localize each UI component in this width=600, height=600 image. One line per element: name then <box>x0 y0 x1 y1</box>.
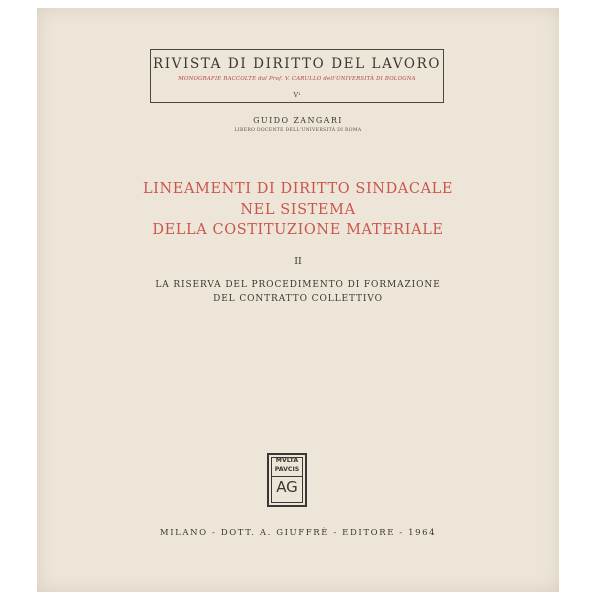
book-title-line-2: NEL SISTEMA <box>240 201 356 218</box>
author-affiliation: LIBERO DOCENTE DELL'UNIVERSITÀ DI ROMA <box>234 128 362 133</box>
book-title-line-3: DELLA COSTITUZIONE MATERIALE <box>152 222 444 238</box>
publisher-monogram: AG <box>276 478 298 496</box>
publisher-motto-line-2: PAVCIS <box>274 465 300 473</box>
series-title: RIVISTA DI DIRITTO DEL LAVORO <box>152 56 442 72</box>
series-subtitle: MONOGRAFIE RACCOLTE dal Prof. V. CARULLO dell'UNIVERSITÀ DI BOLOGNA <box>178 76 416 82</box>
series-box <box>150 49 444 103</box>
book-title <box>37 179 559 241</box>
publisher-logo-divider <box>271 476 303 477</box>
book-subtitle-line-1: LA RISERVA DEL PROCEDIMENTO DI FORMAZIONE <box>155 280 441 290</box>
title-page <box>37 8 559 592</box>
volume-number: V¹ <box>293 92 301 99</box>
publisher-motto-line-1: MVLTA <box>275 457 299 464</box>
part-number: II <box>294 256 302 267</box>
book-subtitle <box>37 278 559 306</box>
book-title-line-1: LINEAMENTI DI DIRITTO SINDACALE <box>142 181 454 197</box>
author-name: GUIDO ZANGARI <box>253 116 343 125</box>
publisher-imprint: MILANO - DOTT. A. GIUFFRÈ - EDITORE - 1964 <box>159 528 437 538</box>
publisher-motto <box>269 457 305 477</box>
publisher-logo <box>267 453 307 507</box>
book-subtitle-line-2: DEL CONTRATTO COLLETTIVO <box>213 294 383 304</box>
